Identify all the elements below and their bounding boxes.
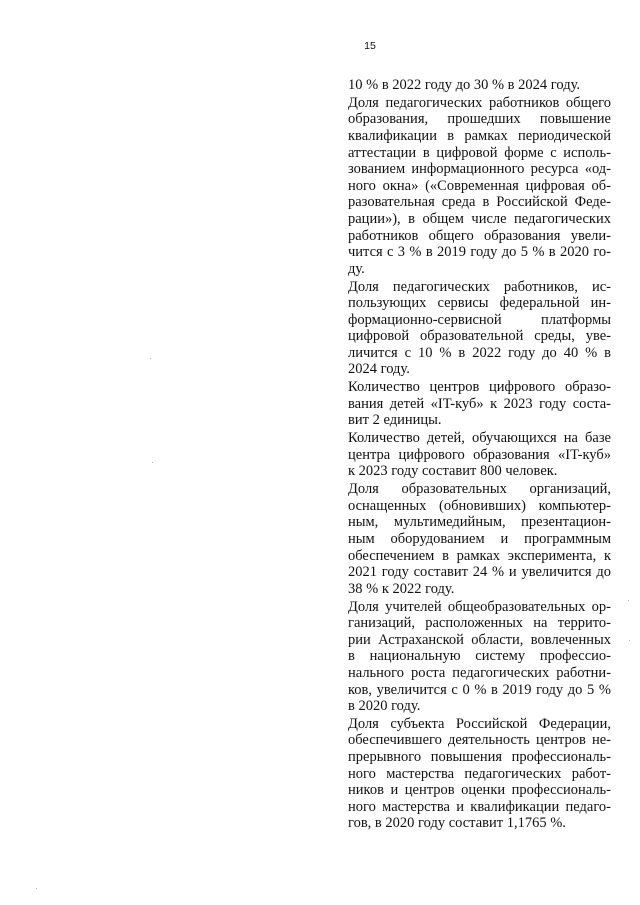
text-line: вит 2 единицы. xyxy=(348,412,442,429)
scan-speck xyxy=(150,358,151,359)
text-line: 38 % к 2022 году. xyxy=(348,580,455,597)
text-line: ного окна» («Современная цифровая об- xyxy=(348,177,611,194)
text-line: Количество детей, обучающихся на базе xyxy=(348,430,611,447)
text-line: обеспечением в рамках эксперимента, к xyxy=(348,547,611,564)
text-line: Доля субъекта Российской Федерации, xyxy=(348,715,611,732)
paragraph xyxy=(348,599,611,715)
text-line: Доля учителей общеобразовательных ор- xyxy=(348,598,611,615)
text-line: Доля образовательных организаций, xyxy=(348,481,611,498)
text-line: 2021 году составит 24 % и увеличится до xyxy=(348,564,611,581)
paragraph xyxy=(348,716,611,832)
paragraph xyxy=(348,95,611,278)
text-line: к 2023 году составит 800 человек. xyxy=(348,463,558,480)
text-line: в национальную систему профессио- xyxy=(348,648,611,665)
text-line: Доля педагогических работников общего xyxy=(348,94,611,111)
scan-speck xyxy=(36,888,37,889)
text-line: ков, увеличится с 0 % в 2019 году до 5 % xyxy=(348,681,611,698)
text-line: в 2020 году. xyxy=(348,698,421,715)
text-line: ганизаций, расположенных на террито- xyxy=(348,615,611,632)
text-line: разовательная среда в Российской Феде- xyxy=(348,194,611,211)
paragraph xyxy=(348,379,611,429)
scan-speck xyxy=(152,462,153,463)
text-line: 10 % в 2022 году до 30 % в 2024 году. xyxy=(348,77,580,93)
text-line: Доля педагогических работников, ис- xyxy=(348,278,611,295)
text-line: личится с 10 % в 2022 году до 40 % в xyxy=(348,344,611,361)
text-line: ным, мультимедийным, презентацион- xyxy=(348,514,611,531)
text-line: зованием информационного ресурса «од- xyxy=(348,161,611,178)
text-line: центра цифрового образования «IT-куб» xyxy=(348,446,611,463)
text-line: ного мастерства и квалификации педаго- xyxy=(348,798,611,815)
text-line: Количество центров цифрового образо- xyxy=(348,379,611,396)
page-number: 15 xyxy=(364,40,376,52)
paragraph xyxy=(348,77,611,94)
paragraph xyxy=(348,279,611,379)
text-line: чится с 3 % в 2019 году до 5 % в 2020 го- xyxy=(348,244,611,261)
paragraph xyxy=(348,430,611,480)
text-line: оснащенных (обновивших) компьютер- xyxy=(348,497,611,514)
text-line: пользующих сервисы федеральной ин- xyxy=(348,295,611,312)
text-line: рии Астраханской области, вовлеченных xyxy=(348,631,611,648)
text-line: обеспечившего деятельность центров не- xyxy=(348,732,611,749)
text-line: ду. xyxy=(348,260,365,277)
text-line: вания детей «IT-куб» к 2023 году соста- xyxy=(348,395,611,412)
text-column xyxy=(348,77,611,833)
text-line: рации»), в общем числе педагогических xyxy=(348,210,611,227)
text-line: нального роста педагогических работни- xyxy=(348,664,611,681)
text-line: образования, прошедших повышение xyxy=(348,111,611,128)
text-line: прерывного повышения профессиональ- xyxy=(348,749,611,766)
text-line: гов, в 2020 году составит 1,1765 %. xyxy=(348,815,566,832)
scan-speck xyxy=(629,640,630,641)
text-line: квалификации в рамках периодической xyxy=(348,127,611,144)
text-line: цифровой образовательной среды, уве- xyxy=(348,328,611,345)
text-line: ного мастерства педагогических работ- xyxy=(348,765,611,782)
text-line: формационно-сервисной платформы xyxy=(348,311,611,328)
scan-speck xyxy=(628,600,629,601)
text-line: ников и центров оценки профессиональ- xyxy=(348,782,611,799)
paragraph xyxy=(348,481,611,597)
text-line: ным оборудованием и программным xyxy=(348,530,611,547)
text-line: аттестации в цифровой форме с исполь- xyxy=(348,144,611,161)
text-line: 2024 году. xyxy=(348,361,410,378)
text-line: работников общего образования увели- xyxy=(348,227,611,244)
